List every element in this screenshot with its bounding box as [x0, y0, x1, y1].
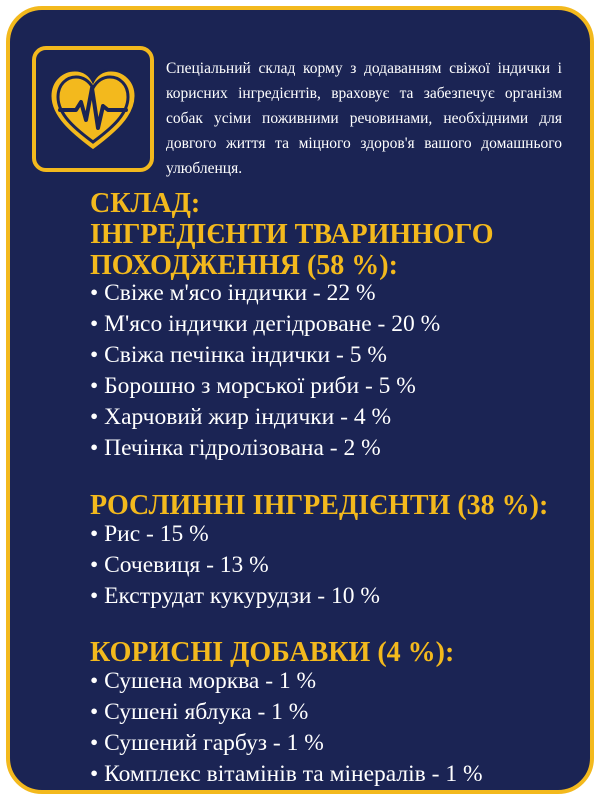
- list-item: • Екструдат кукурудзи - 10 %: [90, 581, 380, 612]
- section-heading-plant: РОСЛИННІ ІНГРЕДІЄНТИ (38 %):: [90, 490, 549, 521]
- heart-pulse-icon: [36, 50, 150, 168]
- plant-ingredients-list: [90, 519, 380, 612]
- icon-frame: [32, 46, 154, 172]
- list-item: • Харчовий жир індички - 4 %: [90, 402, 440, 433]
- list-item: • Сушені яблука - 1 %: [90, 697, 483, 728]
- section-heading-supplements: КОРИСНІ ДОБАВКИ (4 %):: [90, 637, 455, 668]
- ingredients-card: [6, 6, 594, 794]
- list-item: • Сушена морква - 1 %: [90, 666, 483, 697]
- intro-text: Спеціальний склад корму з додаванням свіжої індички і корисних інгредієнтів, враховує та забезпечує організм собак усіми поживними речовинами, необхідними для довгого життя та міцного здоров'я вашого домашнього улюбленця.: [166, 60, 562, 177]
- list-item: • Комплекс вітамінів та мінералів - 1 %: [90, 759, 483, 790]
- list-item: • Печінка гідролізована - 2 %: [90, 433, 440, 464]
- list-item: • Свіже м'ясо індички - 22 %: [90, 278, 440, 309]
- list-item: • М'ясо індички дегідроване - 20 %: [90, 309, 440, 340]
- list-item: • Рис - 15 %: [90, 519, 380, 550]
- animal-ingredients-list: [90, 278, 440, 464]
- list-item: • Сочевиця - 13 %: [90, 550, 380, 581]
- composition-title: СКЛАД:: [90, 188, 201, 219]
- supplements-list: [90, 666, 483, 790]
- list-item: • Свіжа печінка індички - 5 %: [90, 340, 440, 371]
- list-item: • Борошно з морської риби - 5 %: [90, 371, 440, 402]
- list-item: • Сушений гарбуз - 1 %: [90, 728, 483, 759]
- section-heading-animal: ІНГРЕДІЄНТИ ТВАРИННОГО ПОХОДЖЕННЯ (58 %):: [90, 219, 494, 281]
